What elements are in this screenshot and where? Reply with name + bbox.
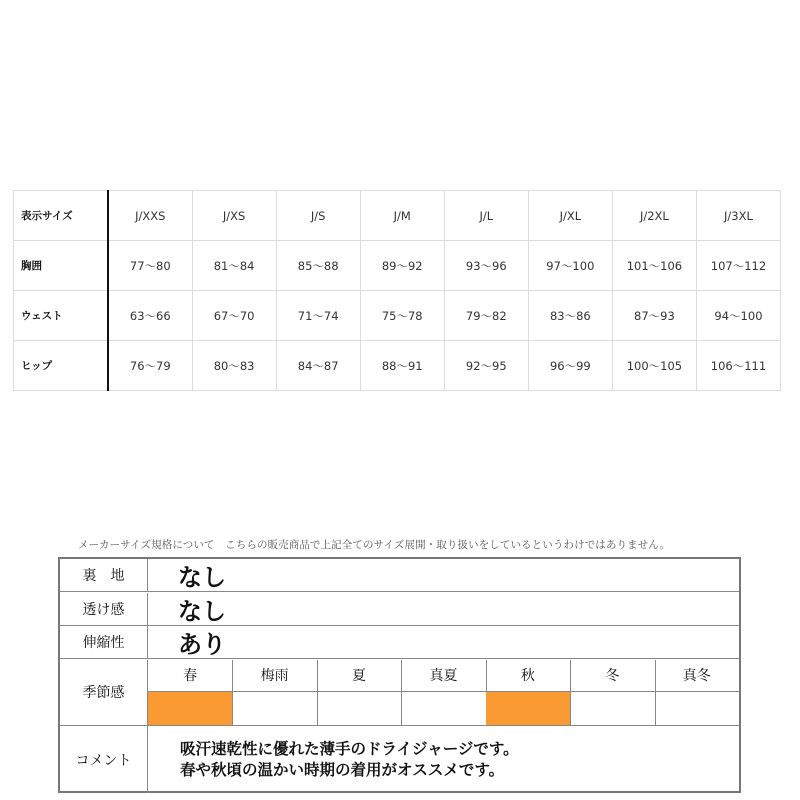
spec-table xyxy=(58,557,741,793)
season-cell xyxy=(401,660,486,725)
size-header-cell: J/L xyxy=(444,191,528,241)
season-marker xyxy=(317,692,401,725)
size-header-cell: J/XXS xyxy=(108,191,192,241)
size-header-row xyxy=(14,191,781,241)
size-cell: 80〜83 xyxy=(192,341,276,391)
size-notice: メーカーサイズ規格について こちらの販売商品で上記全てのサイズ展開・取り扱いをしているというわけではありません。 xyxy=(78,539,671,551)
size-cell: 94〜100 xyxy=(696,291,780,341)
size-cell: 87〜93 xyxy=(612,291,696,341)
spec-row-lining xyxy=(60,559,739,592)
season-marker xyxy=(232,692,316,725)
size-header-cell: J/XL xyxy=(528,191,612,241)
size-header-cell: J/2XL xyxy=(612,191,696,241)
spec-value-lining: なし xyxy=(178,563,226,592)
size-header-label: 表示サイズ xyxy=(14,191,109,241)
size-row-waist xyxy=(14,291,781,341)
season-cell xyxy=(232,660,317,725)
size-header-cell: J/3XL xyxy=(696,191,780,241)
size-header-cell: J/XS xyxy=(192,191,276,241)
season-grid xyxy=(148,660,739,725)
size-cell: 79〜82 xyxy=(444,291,528,341)
season-marker xyxy=(570,692,654,725)
spec-label-comment: コメント xyxy=(60,726,148,793)
comment-line: 春や秋頃の温かい時期の着用がオススメです。 xyxy=(180,760,505,779)
size-cell: 107〜112 xyxy=(696,241,780,291)
season-name: 春 xyxy=(148,660,232,692)
size-cell: 76〜79 xyxy=(108,341,192,391)
size-cell: 81〜84 xyxy=(192,241,276,291)
comment-line: 吸汗速乾性に優れた薄手のドライジャージです。 xyxy=(180,739,519,758)
season-marker-active xyxy=(148,692,232,725)
season-marker xyxy=(655,692,739,725)
season-name: 冬 xyxy=(570,660,654,692)
spec-row-season xyxy=(60,660,739,726)
season-cell xyxy=(655,660,739,725)
size-cell: 106〜111 xyxy=(696,341,780,391)
season-cell xyxy=(486,660,571,725)
spec-label-stretch: 伸縮性 xyxy=(60,626,148,658)
size-cell: 96〜99 xyxy=(528,341,612,391)
size-cell: 97〜100 xyxy=(528,241,612,291)
season-marker-active xyxy=(486,692,570,725)
season-name: 真夏 xyxy=(401,660,485,692)
season-name: 夏 xyxy=(317,660,401,692)
size-header-cell: J/M xyxy=(360,191,444,241)
season-name: 真冬 xyxy=(655,660,739,692)
spec-comment-text xyxy=(180,739,519,781)
size-chart-table xyxy=(13,190,781,391)
size-cell: 71〜74 xyxy=(276,291,360,341)
season-marker xyxy=(401,692,485,725)
spec-row-stretch xyxy=(60,626,739,659)
spec-value-stretch: あり xyxy=(178,630,226,659)
spec-label-sheer: 透け感 xyxy=(60,593,148,625)
size-row-label: ウェスト xyxy=(14,291,109,341)
spec-label-lining: 裏 地 xyxy=(60,559,148,591)
spec-value-sheer: なし xyxy=(178,597,226,625)
size-cell: 63〜66 xyxy=(108,291,192,341)
size-cell: 88〜91 xyxy=(360,341,444,391)
spec-row-sheer xyxy=(60,593,739,626)
size-cell: 77〜80 xyxy=(108,241,192,291)
size-cell: 67〜70 xyxy=(192,291,276,341)
size-row-label: ヒップ xyxy=(14,341,109,391)
size-row-chest xyxy=(14,241,781,291)
season-cell xyxy=(317,660,402,725)
size-cell: 89〜92 xyxy=(360,241,444,291)
size-cell: 93〜96 xyxy=(444,241,528,291)
size-cell: 84〜87 xyxy=(276,341,360,391)
size-cell: 85〜88 xyxy=(276,241,360,291)
size-header-cell: J/S xyxy=(276,191,360,241)
season-cell xyxy=(148,660,233,725)
season-name: 梅雨 xyxy=(232,660,316,692)
size-row-hip xyxy=(14,341,781,391)
size-cell: 75〜78 xyxy=(360,291,444,341)
spec-label-season: 季節感 xyxy=(60,660,148,725)
size-cell: 83〜86 xyxy=(528,291,612,341)
size-cell: 101〜106 xyxy=(612,241,696,291)
season-name: 秋 xyxy=(486,660,570,692)
size-cell: 100〜105 xyxy=(612,341,696,391)
size-row-label: 胸囲 xyxy=(14,241,109,291)
spec-row-comment xyxy=(60,726,739,793)
season-cell xyxy=(570,660,655,725)
size-cell: 92〜95 xyxy=(444,341,528,391)
